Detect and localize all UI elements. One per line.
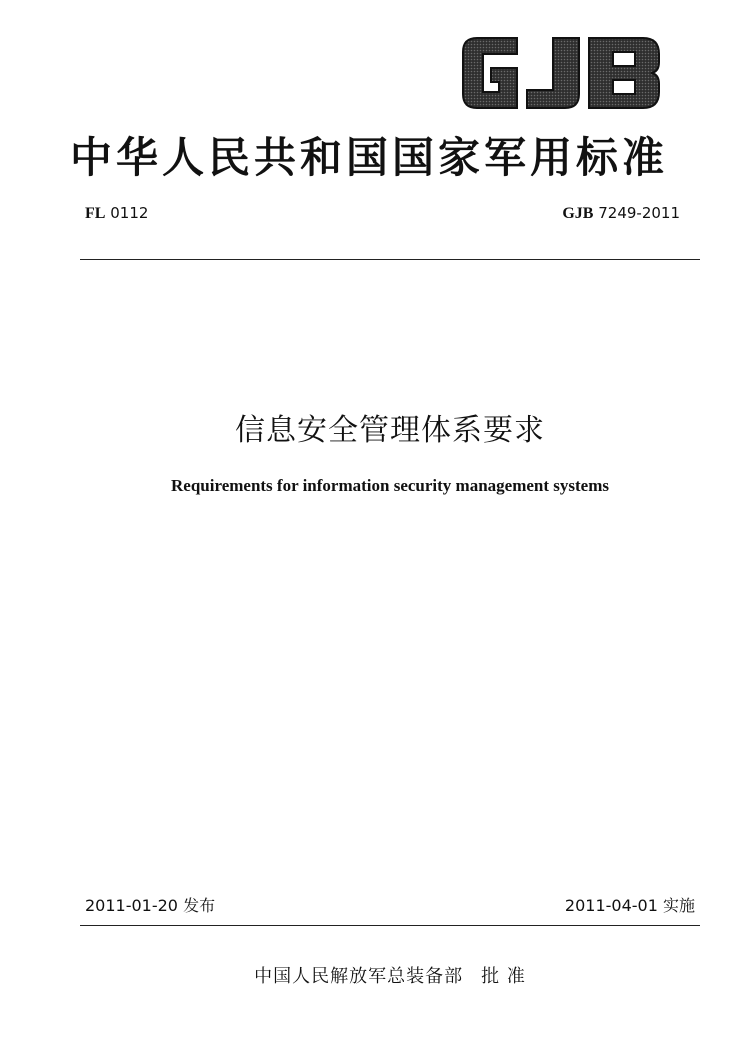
footer-divider	[80, 925, 700, 926]
effective-date: 2011-04-01 实施	[564, 896, 695, 915]
document-title-english: Requirements for information security management systems	[171, 476, 609, 495]
issuing-authority-title: 中华人民共和国国家军用标准	[70, 133, 669, 182]
standard-prefix: GJB	[562, 205, 594, 222]
standard-number	[562, 204, 680, 223]
approval-word: 批 准	[481, 966, 526, 987]
standard-code: 7249-2011	[598, 204, 680, 222]
gjb-logo	[455, 28, 667, 118]
document-title-chinese: 信息安全管理体系要求	[235, 413, 545, 448]
logo-text: GJB	[455, 28, 457, 29]
approval-line	[0, 962, 750, 988]
issue-date: 2011-01-20 发布	[85, 896, 216, 915]
classification-prefix: FL	[85, 205, 106, 222]
header-divider	[80, 259, 700, 260]
classification-number: 0112	[110, 204, 149, 222]
classification-code	[85, 204, 148, 223]
approving-authority: 中国人民解放军总装备部	[254, 966, 464, 987]
